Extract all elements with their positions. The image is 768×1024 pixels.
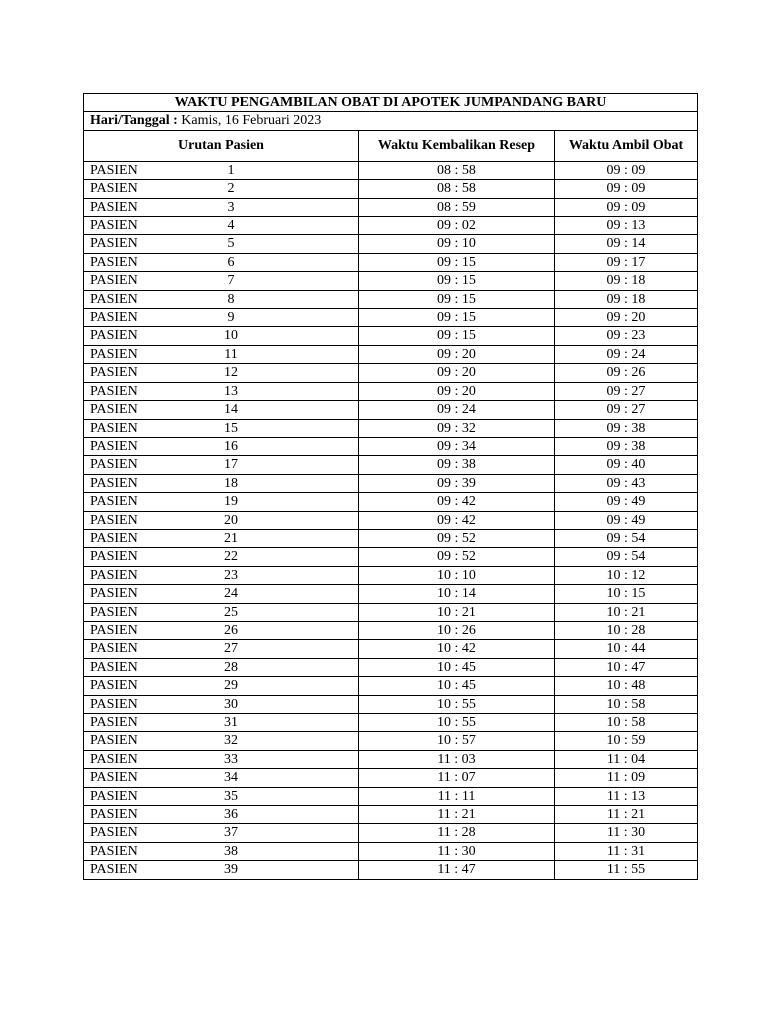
patient-label: PASIEN <box>90 549 138 565</box>
medicine-pickup-time: 10 : 48 <box>555 677 698 695</box>
prescription-return-time: 09 : 15 <box>359 290 555 308</box>
patient-cell <box>84 806 359 824</box>
patient-label: PASIEN <box>90 475 138 491</box>
patient-number: 31 <box>224 715 238 730</box>
patient-cell <box>84 677 359 695</box>
patient-label: PASIEN <box>90 770 138 786</box>
prescription-return-time: 08 : 59 <box>359 198 555 216</box>
prescription-return-time: 09 : 42 <box>359 511 555 529</box>
patient-label: PASIEN <box>90 622 138 638</box>
patient-cell <box>84 640 359 658</box>
prescription-return-time: 09 : 02 <box>359 217 555 235</box>
patient-number: 37 <box>224 825 238 841</box>
patient-number: 28 <box>224 659 238 675</box>
patient-label: PASIEN <box>90 825 138 841</box>
patient-cell <box>84 732 359 750</box>
medicine-pickup-time: 09 : 23 <box>555 327 698 345</box>
prescription-return-time: 09 : 52 <box>359 548 555 566</box>
patient-label: PASIEN <box>90 751 138 767</box>
patient-cell <box>84 401 359 419</box>
patient-cell <box>84 327 359 345</box>
patient-cell <box>84 787 359 805</box>
prescription-return-time: 10 : 42 <box>359 640 555 658</box>
patient-label: PASIEN <box>90 328 138 344</box>
table-row <box>84 437 698 455</box>
medicine-pickup-time: 10 : 28 <box>555 621 698 639</box>
patient-cell <box>84 621 359 639</box>
table-row <box>84 842 698 860</box>
date-label: Hari/Tanggal : <box>90 113 178 129</box>
medicine-pickup-time: 11 : 04 <box>555 750 698 768</box>
table-row <box>84 566 698 584</box>
prescription-return-time: 11 : 03 <box>359 750 555 768</box>
medicine-pickup-time: 10 : 47 <box>555 658 698 676</box>
medicine-pickup-time: 09 : 49 <box>555 511 698 529</box>
patient-number: 34 <box>224 770 238 786</box>
patient-label: PASIEN <box>90 788 138 804</box>
medicine-pickup-time: 09 : 17 <box>555 253 698 271</box>
pickup-time-table <box>83 93 698 880</box>
table-row <box>84 861 698 879</box>
patient-number: 35 <box>224 788 238 804</box>
prescription-return-time: 09 : 15 <box>359 309 555 327</box>
table-row <box>84 548 698 566</box>
patient-label: PASIEN <box>90 310 138 326</box>
table-row <box>84 603 698 621</box>
prescription-return-time: 09 : 42 <box>359 493 555 511</box>
patient-label: PASIEN <box>90 273 138 289</box>
patient-cell <box>84 750 359 768</box>
patient-cell <box>84 842 359 860</box>
prescription-return-time: 10 : 57 <box>359 732 555 750</box>
medicine-pickup-time: 10 : 59 <box>555 732 698 750</box>
medicine-pickup-time: 09 : 09 <box>555 198 698 216</box>
medicine-pickup-time: 09 : 14 <box>555 235 698 253</box>
prescription-return-time: 08 : 58 <box>359 161 555 179</box>
patient-label: PASIEN <box>90 807 138 823</box>
patient-label: PASIEN <box>90 438 138 454</box>
medicine-pickup-time: 09 : 24 <box>555 345 698 363</box>
prescription-return-time: 09 : 52 <box>359 529 555 547</box>
table-row <box>84 309 698 327</box>
medicine-pickup-time: 10 : 58 <box>555 714 698 732</box>
patient-label: PASIEN <box>90 641 138 657</box>
patient-cell <box>84 253 359 271</box>
patient-number: 1 <box>227 162 235 178</box>
patient-cell <box>84 566 359 584</box>
date-row <box>84 112 698 130</box>
patient-label: PASIEN <box>90 346 138 362</box>
table-row <box>84 198 698 216</box>
patient-cell <box>84 695 359 713</box>
medicine-pickup-time: 09 : 09 <box>555 161 698 179</box>
medicine-pickup-time: 09 : 18 <box>555 272 698 290</box>
patient-number: 26 <box>224 622 238 638</box>
prescription-return-time: 11 : 11 <box>359 787 555 805</box>
medicine-pickup-time: 09 : 40 <box>555 456 698 474</box>
prescription-return-time: 10 : 26 <box>359 621 555 639</box>
prescription-return-time: 09 : 20 <box>359 345 555 363</box>
prescription-return-time: 09 : 34 <box>359 437 555 455</box>
medicine-pickup-time: 09 : 09 <box>555 180 698 198</box>
medicine-pickup-time: 10 : 12 <box>555 566 698 584</box>
prescription-return-time: 09 : 38 <box>359 456 555 474</box>
patient-cell <box>84 603 359 621</box>
patient-label: PASIEN <box>90 862 138 878</box>
table-row <box>84 658 698 676</box>
patient-label: PASIEN <box>90 199 138 215</box>
prescription-return-time: 10 : 10 <box>359 566 555 584</box>
patient-number: 22 <box>224 549 238 565</box>
table-row <box>84 161 698 179</box>
prescription-return-time: 10 : 14 <box>359 585 555 603</box>
medicine-pickup-time: 10 : 44 <box>555 640 698 658</box>
medicine-pickup-time: 11 : 31 <box>555 842 698 860</box>
medicine-pickup-time: 09 : 43 <box>555 474 698 492</box>
patient-cell <box>84 290 359 308</box>
patient-number: 9 <box>227 310 235 326</box>
patient-label: PASIEN <box>90 162 138 178</box>
header-urutan-pasien: Urutan Pasien <box>84 130 359 161</box>
patient-cell <box>84 345 359 363</box>
header-waktu-ambil-obat: Waktu Ambil Obat <box>555 130 698 161</box>
table-row <box>84 695 698 713</box>
patient-label: PASIEN <box>90 530 138 546</box>
patient-cell <box>84 198 359 216</box>
prescription-return-time: 09 : 15 <box>359 253 555 271</box>
patient-number: 30 <box>224 696 238 712</box>
patient-label: PASIEN <box>90 218 138 234</box>
medicine-pickup-time: 11 : 55 <box>555 861 698 879</box>
table-row <box>84 253 698 271</box>
medicine-pickup-time: 09 : 49 <box>555 493 698 511</box>
prescription-return-time: 10 : 21 <box>359 603 555 621</box>
patient-label: PASIEN <box>90 678 138 694</box>
table-row <box>84 824 698 842</box>
patient-number: 11 <box>224 346 238 362</box>
patient-label: PASIEN <box>90 181 138 197</box>
table-title: WAKTU PENGAMBILAN OBAT DI APOTEK JUMPANDANG BARU <box>84 94 698 112</box>
prescription-return-time: 11 : 07 <box>359 769 555 787</box>
patient-cell <box>84 493 359 511</box>
header-waktu-kembalikan-resep: Waktu Kembalikan Resep <box>359 130 555 161</box>
patient-label: PASIEN <box>90 715 138 730</box>
table-row <box>84 327 698 345</box>
medicine-pickup-time: 09 : 38 <box>555 419 698 437</box>
table-row <box>84 787 698 805</box>
prescription-return-time: 09 : 15 <box>359 272 555 290</box>
patient-label: PASIEN <box>90 236 138 252</box>
patient-number: 14 <box>224 402 238 418</box>
patient-cell <box>84 272 359 290</box>
patient-cell <box>84 658 359 676</box>
table-row <box>84 750 698 768</box>
table-row <box>84 401 698 419</box>
prescription-return-time: 09 : 20 <box>359 382 555 400</box>
patient-cell <box>84 585 359 603</box>
patient-cell <box>84 161 359 179</box>
medicine-pickup-time: 10 : 58 <box>555 695 698 713</box>
patient-number: 18 <box>224 475 238 491</box>
prescription-return-time: 11 : 47 <box>359 861 555 879</box>
medicine-pickup-time: 11 : 09 <box>555 769 698 787</box>
table-row <box>84 585 698 603</box>
prescription-return-time: 09 : 20 <box>359 364 555 382</box>
patient-label: PASIEN <box>90 254 138 270</box>
patient-cell <box>84 474 359 492</box>
table-row <box>84 474 698 492</box>
patient-number: 12 <box>224 365 238 381</box>
prescription-return-time: 09 : 10 <box>359 235 555 253</box>
table-row <box>84 217 698 235</box>
patient-label: PASIEN <box>90 696 138 712</box>
patient-cell <box>84 529 359 547</box>
patient-number: 2 <box>227 181 235 197</box>
table-row <box>84 806 698 824</box>
patient-number: 36 <box>224 807 238 823</box>
medicine-pickup-time: 09 : 27 <box>555 401 698 419</box>
patient-label: PASIEN <box>90 733 138 749</box>
medicine-pickup-time: 09 : 54 <box>555 529 698 547</box>
patient-number: 38 <box>224 843 238 859</box>
medicine-pickup-time: 11 : 30 <box>555 824 698 842</box>
prescription-return-time: 10 : 55 <box>359 695 555 713</box>
patient-number: 13 <box>224 383 238 399</box>
patient-label: PASIEN <box>90 586 138 602</box>
patient-cell <box>84 548 359 566</box>
table-row <box>84 714 698 732</box>
medicine-pickup-time: 10 : 21 <box>555 603 698 621</box>
prescription-return-time: 09 : 39 <box>359 474 555 492</box>
patient-cell <box>84 309 359 327</box>
table-body <box>84 161 698 879</box>
date-value: Kamis, 16 Februari 2023 <box>177 113 322 129</box>
patient-number: 17 <box>224 457 238 473</box>
table-row <box>84 677 698 695</box>
table-row <box>84 345 698 363</box>
prescription-return-time: 09 : 24 <box>359 401 555 419</box>
patient-label: PASIEN <box>90 383 138 399</box>
table-row <box>84 364 698 382</box>
title-row <box>84 94 698 112</box>
table-row <box>84 235 698 253</box>
prescription-return-time: 08 : 58 <box>359 180 555 198</box>
date-cell <box>84 112 698 130</box>
patient-label: PASIEN <box>90 291 138 307</box>
medicine-pickup-time: 11 : 13 <box>555 787 698 805</box>
patient-number: 39 <box>224 862 238 878</box>
patient-cell <box>84 824 359 842</box>
patient-label: PASIEN <box>90 567 138 583</box>
table-row <box>84 621 698 639</box>
table-row <box>84 732 698 750</box>
patient-number: 24 <box>224 586 238 602</box>
patient-number: 21 <box>224 530 238 546</box>
patient-number: 20 <box>224 512 238 528</box>
patient-label: PASIEN <box>90 843 138 859</box>
patient-cell <box>84 769 359 787</box>
table-row <box>84 640 698 658</box>
patient-number: 29 <box>224 678 238 694</box>
patient-cell <box>84 217 359 235</box>
header-row <box>84 130 698 161</box>
patient-number: 5 <box>227 236 235 252</box>
table-row <box>84 290 698 308</box>
medicine-pickup-time: 09 : 26 <box>555 364 698 382</box>
patient-cell <box>84 714 359 732</box>
prescription-return-time: 10 : 45 <box>359 658 555 676</box>
prescription-return-time: 11 : 28 <box>359 824 555 842</box>
patient-number: 33 <box>224 751 238 767</box>
patient-number: 4 <box>227 218 235 234</box>
medicine-pickup-time: 09 : 20 <box>555 309 698 327</box>
patient-cell <box>84 861 359 879</box>
patient-label: PASIEN <box>90 604 138 620</box>
patient-cell <box>84 511 359 529</box>
prescription-return-time: 10 : 55 <box>359 714 555 732</box>
patient-number: 25 <box>224 604 238 620</box>
patient-number: 10 <box>224 328 238 344</box>
patient-label: PASIEN <box>90 420 138 436</box>
patient-cell <box>84 180 359 198</box>
table-row <box>84 382 698 400</box>
medicine-pickup-time: 09 : 54 <box>555 548 698 566</box>
prescription-return-time: 09 : 15 <box>359 327 555 345</box>
medicine-pickup-time: 09 : 13 <box>555 217 698 235</box>
medicine-pickup-time: 10 : 15 <box>555 585 698 603</box>
prescription-return-time: 11 : 30 <box>359 842 555 860</box>
prescription-return-time: 11 : 21 <box>359 806 555 824</box>
medicine-pickup-time: 09 : 18 <box>555 290 698 308</box>
table-row <box>84 419 698 437</box>
prescription-return-time: 09 : 32 <box>359 419 555 437</box>
patient-number: 3 <box>227 199 235 215</box>
patient-label: PASIEN <box>90 494 138 510</box>
medicine-pickup-time: 09 : 27 <box>555 382 698 400</box>
patient-number: 23 <box>224 567 238 583</box>
patient-cell <box>84 456 359 474</box>
medicine-pickup-time: 09 : 38 <box>555 437 698 455</box>
patient-label: PASIEN <box>90 457 138 473</box>
table-row <box>84 493 698 511</box>
table-row <box>84 456 698 474</box>
patient-number: 8 <box>227 291 235 307</box>
patient-label: PASIEN <box>90 402 138 418</box>
medicine-pickup-time: 11 : 21 <box>555 806 698 824</box>
patient-cell <box>84 382 359 400</box>
patient-number: 16 <box>224 438 238 454</box>
table-row <box>84 180 698 198</box>
table-row <box>84 769 698 787</box>
patient-number: 19 <box>224 494 238 510</box>
table-row <box>84 529 698 547</box>
patient-cell <box>84 419 359 437</box>
table-row <box>84 272 698 290</box>
patient-cell <box>84 235 359 253</box>
patient-number: 27 <box>224 641 238 657</box>
patient-label: PASIEN <box>90 659 138 675</box>
patient-cell <box>84 437 359 455</box>
patient-number: 15 <box>224 420 238 436</box>
table-row <box>84 511 698 529</box>
patient-number: 6 <box>227 254 235 270</box>
patient-number: 7 <box>227 273 235 289</box>
patient-label: PASIEN <box>90 365 138 381</box>
patient-number: 32 <box>224 733 238 749</box>
patient-cell <box>84 364 359 382</box>
patient-label: PASIEN <box>90 512 138 528</box>
prescription-return-time: 10 : 45 <box>359 677 555 695</box>
